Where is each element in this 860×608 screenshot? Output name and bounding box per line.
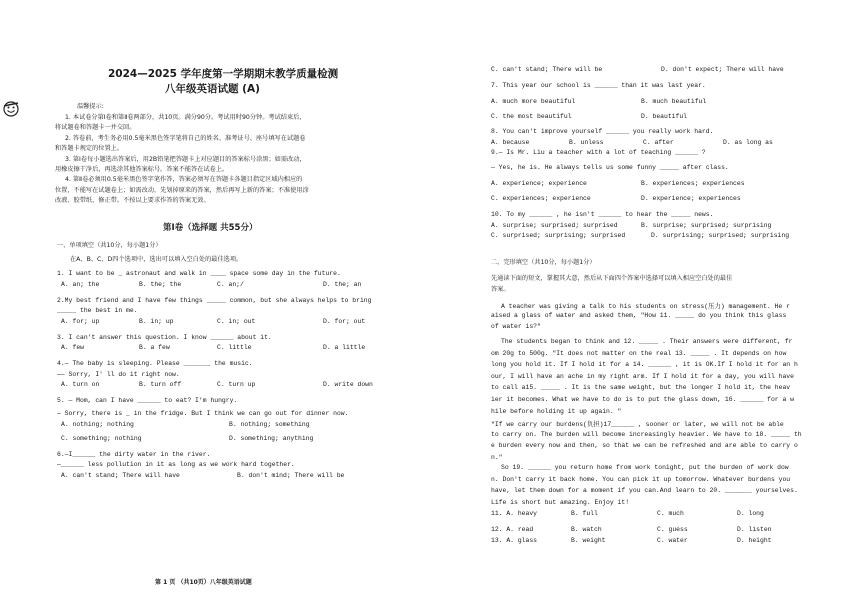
answer-option: C. in; out: [217, 317, 256, 325]
question-stem: 2.My best friend and I have few things _____ common, but she always helps to bring: [57, 296, 372, 304]
answer-option: B. much beautiful: [641, 98, 707, 105]
answer-option: D. for; out: [323, 317, 366, 325]
answer-option: D. a little: [323, 344, 366, 351]
note-line: 3. 第Ⅰ卷每小题选出答案后，用2B铅笔把答题卡上对应题目的答案标号涂黑；如需改动，: [65, 155, 306, 163]
answer-option: D. don't expect; There will have: [661, 66, 784, 73]
note-line: 改液、胶带纸、修正带。不按以上要求作答的答案无效。: [55, 197, 210, 205]
answer-option: A. nothing; nothing: [61, 420, 134, 428]
passage-line: ier it becomes. What we have to do is to put the glass down, 16. ______ for a w: [491, 396, 794, 403]
section1-title: 一、单项填空（共10分，每小题1分）: [57, 242, 162, 249]
passage-line: have, let them down for a moment if you can.And learn to 20. _______ yourselves.: [491, 487, 798, 495]
answer-option: B. in; up: [139, 317, 174, 325]
answer-option: A. surprise; surprised; surprised: [491, 221, 618, 229]
note-line: 1. 本试卷分第Ⅰ卷和第Ⅱ卷两部分，共10页。满分90分。考试用时90分钟。考试结束后，: [65, 114, 306, 121]
answer-option: B. don't mind; There will be: [237, 471, 345, 479]
question-stem: 10. To my ______ , he isn't ______ to hear the _____ news.: [491, 211, 714, 218]
passage-line: aised a glass of water and asked them, "How 11. _____ do you think this glass: [491, 312, 787, 320]
note-line: 位置，不能写在试题卷上；如需改动，先划掉原来的答案，然后再写上新的答案；不准使用涂: [55, 186, 309, 194]
passage-line: long you hold it. If I hold it for a 14. ______ , it is OK.If I hold it for an h: [491, 361, 798, 369]
question-stem: 4.— The baby is sleeping. Please _______ the music.: [57, 360, 253, 367]
answer-option: D. something; anything: [229, 434, 314, 442]
question-stem: — Yes, he is. He always tells us some funny _____ after class.: [491, 164, 729, 171]
answer-option: A. for; up: [61, 317, 100, 325]
answer-option: B. unless: [569, 138, 604, 146]
answer-option: B. a few: [139, 344, 170, 351]
passage-line: om 20g to 500g. "It does not matter on the real 13. _____ . It depends on how: [491, 349, 787, 357]
question-stem: _____ the best in me.: [57, 307, 138, 314]
section1-instruction: 在A、B、C、D四个选项中，选出可以填入空白处的最佳选项。: [70, 256, 243, 263]
answer-option: C. surprised; surprising; surprised: [491, 231, 626, 239]
answer-option: C. water: [657, 536, 688, 544]
answer-option: D. write down: [323, 381, 373, 388]
answer-option: C. something; nothing: [61, 434, 142, 442]
passage-line: of water is?": [491, 323, 541, 331]
part1-title: 第Ⅰ卷（选择题 共55分）: [163, 223, 258, 233]
question-stem: 6.—I______ the dirty water in the river.: [57, 450, 211, 458]
question-stem: 8. You can't improve yourself ______ you really work hard.: [491, 128, 714, 135]
note-line: 2. 答卷前，考生务必用0.5毫米黑色签字笔将自己的姓名、准考证号、座号填写在试题卷: [65, 134, 306, 142]
question-stem: 7. This year our school is ______ than it was last year.: [491, 82, 706, 89]
answer-option: 13. A. glass: [491, 536, 538, 544]
section2-instruction: 先通读下面的短文，掌握其大意，然后从下面四个答案中选择可以填入相应空白处的最佳: [491, 275, 733, 282]
answer-option: C. can't stand; There will be: [491, 66, 603, 73]
passage-line: Life is short but amazing. Enjoy it!: [491, 498, 630, 506]
passage-line: to call a15. _____ . It is the same weight, but the longer I hold it, the heav: [491, 384, 791, 392]
answer-option: D. the; an: [323, 280, 362, 288]
answer-option: A. few: [61, 344, 85, 351]
answer-option: B. surprise; surprised; surprising: [641, 221, 772, 229]
passage-line: n. Don't carry it back home. You can pick it up tomorrow. Whatever burdens you: [491, 475, 791, 483]
answer-option: C. turn up: [217, 381, 256, 388]
question-stem: 5. — Mom, can I have ______ to eat? I'm hungry.: [57, 397, 238, 404]
answer-option: B. the; the: [139, 280, 182, 288]
note-line: 将试题卷和答题卡一并交回。: [55, 124, 136, 132]
passage-line: to carry on. The burden will become increasingly heavier. We have to 18. _____ th: [491, 430, 802, 438]
note-line: 4. 第Ⅱ卷必须用0.5毫米黑色签字笔作答，答案必须写在答题卡各题目指定区域内相应的: [65, 176, 303, 184]
answer-option: C. the most beautiful: [491, 113, 572, 120]
passage-line: hile before holding it up again. ": [491, 407, 622, 415]
question-stem: — Sorry, there is _ in the fridge. But I think we can go out for dinner now.: [57, 410, 349, 417]
answer-option: D. listen: [737, 526, 772, 533]
section2-title: 二、完形填空（共10分，每小题1分）: [491, 259, 596, 266]
notes-heading: 温馨提示:: [77, 103, 104, 110]
passage-line: n.": [491, 453, 503, 461]
answer-option: C. much: [657, 510, 684, 517]
passage-line: e burden every now and then, so that we can be refreshed and are able to carry o: [491, 442, 798, 450]
answer-option: C. guess: [657, 526, 688, 533]
question-stem: 3. I can't answer this question. I know ______ about it.: [57, 333, 272, 341]
question-stem: 1. I want to be _ astronaut and walk in ____ space some day in the future.: [57, 270, 341, 277]
answer-option: 12. A. read: [491, 526, 534, 533]
note-line: 和答题卡规定的位置上。: [55, 145, 124, 153]
smiley-stamp-icon: [2, 100, 20, 118]
answer-option: D. experience; experiences: [641, 195, 741, 202]
answer-option: B. watch: [571, 526, 602, 533]
page-footer: 第 1 页 （共10页）八年级英语试题: [155, 579, 252, 586]
answer-option: B. turn off: [139, 381, 182, 388]
answer-option: C. experiences; experience: [491, 195, 591, 202]
answer-option: A. experience; experience: [491, 180, 587, 187]
answer-option: C. little: [217, 344, 252, 351]
passage-line: "If we carry our burdens(负担)17______ , sooner or later, we will not be able: [491, 421, 784, 428]
answer-option: D. height: [737, 536, 772, 544]
answer-option: A. can't stand; There will have: [61, 471, 180, 479]
question-stem: —______ less pollution in it as long as we work hard together.: [57, 461, 295, 468]
question-stem: —— Sorry, I' ll do it right now.: [57, 370, 180, 378]
passage-line: So 19. ______ you return home from work tonight, put the burden of work dow: [501, 464, 789, 471]
passage-line: The students began to think and 12. _____ . Their answers were different, fr: [501, 338, 793, 345]
question-stem: 9.— Is Mr. Liu a teacher with a lot of teaching ______ ?: [491, 148, 706, 156]
answer-option: B. experiences; experiences: [641, 180, 745, 187]
answer-option: A. because: [491, 138, 530, 146]
document-subtitle: 八年级英语试题 (A): [165, 83, 260, 95]
answer-option: A. an; the: [61, 280, 100, 288]
answer-option: D. as long as: [723, 138, 773, 146]
answer-option: B. weight: [571, 536, 606, 544]
answer-option: C. an;/: [217, 280, 244, 288]
document-title: 2024—2025 学年度第一学期期末教学质量检测: [108, 68, 339, 80]
answer-option: A. turn on: [61, 381, 100, 388]
answer-option: B. nothing; something: [229, 420, 310, 428]
answer-option: D. long: [737, 510, 764, 517]
answer-option: C. after: [643, 138, 674, 146]
passage-line: our, I will have an ache in my right arm. If I hold it for a day, you will have: [491, 372, 794, 380]
answer-option: B. full: [571, 510, 598, 517]
answer-option: D. surprising; surprised; surprising: [651, 231, 790, 239]
note-line: 用橡皮擦干净后，再选涂其他答案标号。答案不能答在试卷上。: [55, 166, 229, 173]
answer-option: A. much more beautiful: [491, 98, 576, 105]
passage-line: A teacher was giving a talk to his students on stress(压力) management. He r: [501, 303, 790, 310]
section2-instruction: 答案。: [491, 286, 510, 293]
answer-option: D. beautiful: [641, 113, 688, 120]
answer-option: 11. A. heavy: [491, 510, 538, 517]
